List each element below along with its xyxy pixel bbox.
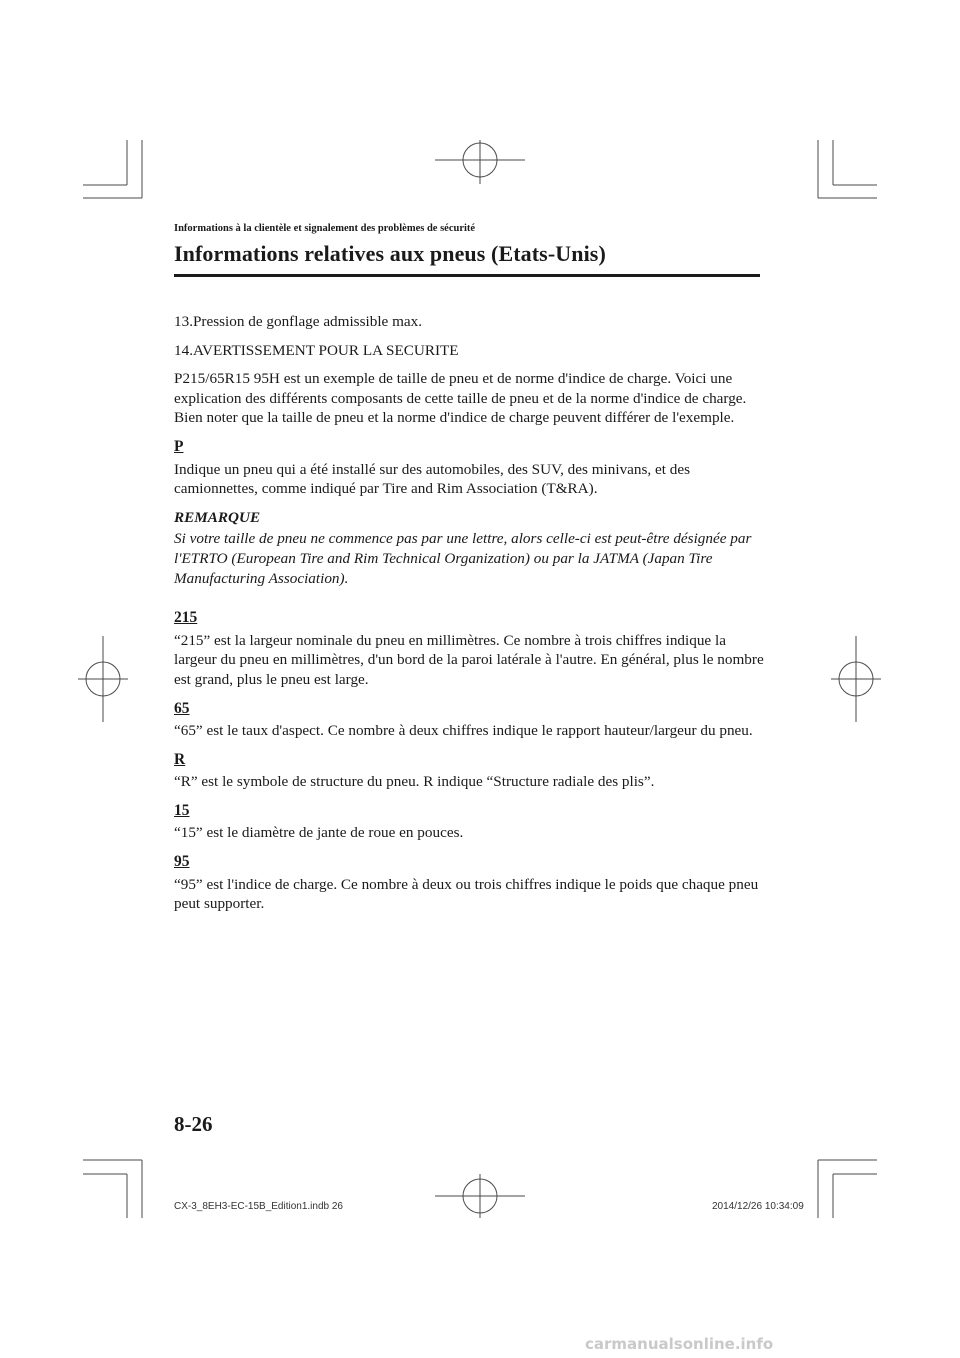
term-65: 65 [174,699,190,717]
remark-text: Si votre taille de pneu ne commence pas par une lettre, alors celle-ci est peut-être désignée par l'ETRTO (European Tire and Rim Technical Organization) ou par la JATMA (Japan Tire Manufacturing Association). [174,530,752,587]
term-r-description: “R” est le symbole de structure du pneu. R indique “Structure radiale des plis”. [174,773,655,791]
term-215-description: “215” est la largeur nominale du pneu en millimètres. Ce nombre à trois chiffres indique la largeur du pneu en millimètres, d'un bord de la paroi latérale à l'autre. En général, plus le nombre est grand, plus le pneu est large. [174,631,764,688]
list-item-14: 14.AVERTISSEMENT POUR LA SECURITE [174,341,459,359]
term-95: 95 [174,853,190,871]
remark-title: REMARQUE [174,508,261,526]
term-r: R [174,750,186,768]
registration-mark [435,1174,525,1218]
page-number: 8-26 [174,1112,213,1136]
registration-mark [435,140,525,184]
term-15: 15 [174,801,190,819]
footer-filename: CX-3_8EH3-EC-15B_Edition1.indb 26 [174,1201,343,1212]
term-95-description: “95” est l'indice de charge. Ce nombre à deux ou trois chiffres indique le poids que chaque pneu peut supporter. [174,875,759,913]
footer-timestamp: 2014/12/26 10:34:09 [712,1201,804,1212]
page-title: Informations relatives aux pneus (Etats-Unis) [174,241,606,266]
term-15-description: “15” est le diamètre de jante de roue en pouces. [174,824,464,842]
page-content [174,312,764,923]
title-rule [174,274,760,277]
watermark: carmanualsonline.info [585,1335,774,1353]
term-p: P [174,437,184,455]
registration-mark [831,636,881,722]
term-p-description: Indique un pneu qui a été installé sur des automobiles, des SUV, des minivans, et des camionnettes, comme indiqué par Tire and Rim Association (T&RA). [174,460,691,498]
registration-mark [78,636,128,722]
list-item-13: 13.Pression de gonflage admissible max. [174,313,423,330]
intro-paragraph: P215/65R15 95H est un exemple de taille de pneu et de norme d'indice de charge. Voici une explication des différents composants de cette taille de pneu et de la norme d'indice de charge. Bien noter que la taille de pneu et la norme d'indice de charge peuvent différer de l'exemple. [174,370,747,427]
term-215: 215 [174,609,198,627]
section-label: Informations à la clientèle et signalement des problèmes de sécurité [174,223,476,234]
term-65-description: “65” est le taux d'aspect. Ce nombre à deux chiffres indique le rapport hauteur/largeur du pneu. [174,722,753,740]
